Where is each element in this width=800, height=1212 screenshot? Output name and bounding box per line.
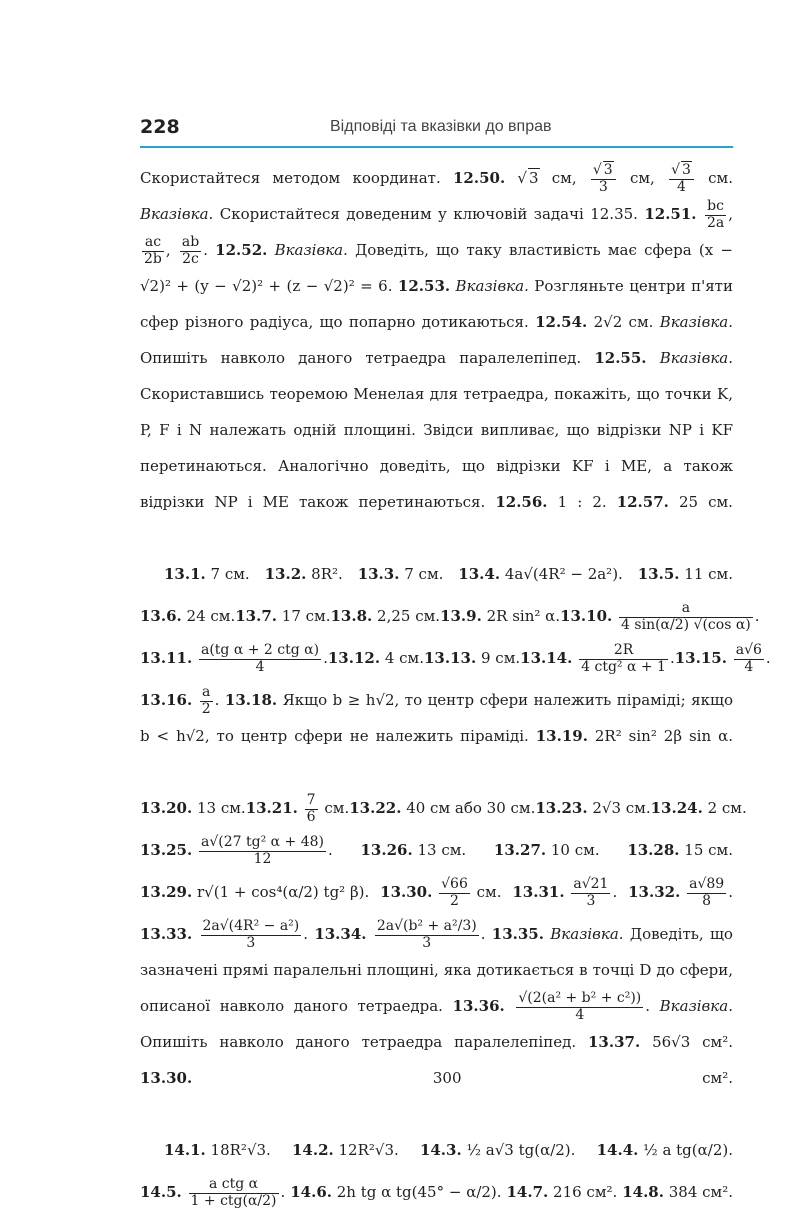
hint-label: Вказівка. bbox=[274, 241, 348, 259]
answer-number: 13.7. bbox=[235, 607, 278, 625]
answer-value: 17 см. bbox=[281, 607, 331, 625]
answer-number: 14.8. bbox=[622, 1183, 664, 1201]
text: Скориставшись теоремою Менелая для тетраедра, покажіть, що точки K, P, F і N належать одній площині. Звідси випливає, що відрізки NP і KF перетинаються. Аналогічно доведіть, що відрізки KF і ME, а також відрізки NP і ME також перетинаються. bbox=[140, 385, 733, 511]
answer-value: 25 см. bbox=[678, 493, 733, 511]
answer-value: 7 см. bbox=[210, 565, 250, 583]
answer-number: 13.12. bbox=[327, 649, 381, 667]
answer-number: 13.26. bbox=[360, 841, 413, 859]
fraction: $\frac{√ 3}{3}$ bbox=[591, 163, 616, 195]
answer-number: 14.1. bbox=[164, 1141, 206, 1159]
fraction: $\frac{\text{a(tg α + 2 ctg α)}}{4}$ bbox=[200, 642, 320, 675]
answer-value: 18R²√3. bbox=[210, 1141, 271, 1159]
answer-value: 15 см. bbox=[684, 841, 733, 859]
answer-number: 12.50. bbox=[452, 169, 506, 187]
text: Якщо b ≥ h√2, то центр сфери належить піраміді; якщо bbox=[282, 691, 733, 709]
answer-number: 13.37. bbox=[588, 1033, 641, 1051]
fraction: $\frac{a√21}{3}$ bbox=[573, 876, 609, 909]
answer-number: 13.10. bbox=[560, 607, 613, 625]
answer-value: 2,25 см. bbox=[377, 607, 441, 625]
answer-number: 14.2. bbox=[291, 1141, 334, 1159]
answer-number: 13.1. bbox=[164, 565, 206, 583]
math-expression: 2√2 см. bbox=[593, 313, 654, 331]
answer-number: 12.57. bbox=[616, 493, 669, 511]
answer-number: 13.20. bbox=[140, 799, 193, 817]
answer-number: 13.27. bbox=[493, 841, 547, 859]
answer-number: 13.3. bbox=[357, 565, 400, 583]
answer-number: 13.14. bbox=[520, 649, 573, 667]
unit: см. bbox=[324, 799, 350, 817]
unit: см, bbox=[629, 169, 655, 187]
hint-label: Вказівка. bbox=[455, 277, 529, 295]
answer-number: 13.30. bbox=[140, 1069, 193, 1087]
answer-value: 10 см. bbox=[550, 841, 600, 859]
answer-value: 4 см. bbox=[384, 649, 424, 667]
answers-row: 13.11. $\frac{\text{a(tg α + 2 ctg α)}}{4}$ . 13.12. 4 см. 13.13. 9 см. 13.14. $\frac{2R}{\text{4 ctg² α + 1}}$ . 13.15. $\frac{a√6}{4}$ . bbox=[140, 642, 771, 675]
answer-value: 13 см. bbox=[196, 799, 246, 817]
paragraph-12: Скористайтеся методом координат. 12.50. √ 3 см, $\frac{√ 3}{3}$ см, $\frac{√ 3}{4}$ см. Вказівка. Скористайтеся доведеним у ключовій задачі 12.35. 12.51. $\frac{bc}{2a}$ , $\frac{ac}{2b}$ , $\frac{ab}{2c}$ . 12.52. Вказівка. Доведіть, що таку властивість має сфера (x − √2)² + (y − √2)² + (z − √2)² = 6. 12.53. Вказівка. Розгляньте центри п'яти сфер різного радіуса, що попарно дотикаються. 12.54. 2√2 см. Вказівка. Опишіть навколо даного тетраедра паралелепіпед. 12.55. Вказівка. Скориставшись теоремою Менелая для тетраедра, покажіть, що точки K, P, F і N належать одній площині. Звідси випливає, що відрізки NP і KF перетинаються. Аналогічно доведіть, що відрізки KF і ME, а також відрізки NP і ME також перетинаються. 12.56. 1 : 2. 12.57. 25 см. bbox=[140, 162, 734, 511]
answer-number: 12.54. bbox=[535, 313, 588, 331]
answer-number: 14.6. bbox=[290, 1183, 332, 1201]
text: b < h√2, то центр сфери не належить піраміді. bbox=[140, 727, 529, 745]
fraction: $\frac{\text{a√(27 tg² α + 48)}}{12}$ bbox=[200, 834, 324, 867]
answer-number: 13.11. bbox=[140, 649, 193, 667]
fraction: $\frac{a√6}{4}$ bbox=[735, 642, 762, 675]
fraction: $\frac{a√89}{8}$ bbox=[689, 876, 725, 909]
answer-number: 13.25. bbox=[140, 841, 193, 859]
answer-value: 7 см. bbox=[404, 565, 444, 583]
answers-row: 14.5. $\frac{\text{a ctg α}}{\text{1 + ctg(α/2)}}$ . 14.6. 2h tg α tg(45° − α/2). 14.7. 216 см². 14.8. 384 см². bbox=[140, 1176, 733, 1209]
unit: см. bbox=[476, 883, 502, 901]
text: Доведіть, що зазначені прямі паралельні площині, яка дотикається в точці D до сфери, описаної навколо даного тетраедра. bbox=[140, 925, 733, 1015]
math-expression: ½ a√3 tg(α/2). bbox=[466, 1141, 576, 1159]
answer-value: 13 см. bbox=[417, 841, 467, 859]
unit: см, bbox=[551, 169, 577, 187]
fraction: $\frac{\text{2a√(4R² − a²)}}{3}$ bbox=[202, 918, 300, 951]
answer-number: 13.23. bbox=[535, 799, 588, 817]
answer-number: 14.3. bbox=[419, 1141, 462, 1159]
fraction: $\frac{\text{√(2(a² + b² + c²))}}{4}$ bbox=[518, 990, 642, 1023]
fraction: $\frac{a}{\text{4 sin(α/2) √(cos α)}}$ bbox=[621, 600, 751, 633]
text: Скористайтеся методом координат. bbox=[140, 169, 441, 187]
answer-value: 8R². bbox=[311, 565, 343, 583]
fraction: $\frac{\text{2a√(b² + a²/3)}}{3}$ bbox=[376, 918, 477, 951]
text: Доведіть, що таку властивість має сфера bbox=[355, 241, 692, 259]
fraction: $\frac{√ 3}{4}$ bbox=[669, 163, 694, 195]
answer-number: 13.22. bbox=[349, 799, 402, 817]
unit: см. bbox=[708, 169, 733, 187]
answer-number: 13.15. bbox=[674, 649, 727, 667]
hint-label: Вказівка. bbox=[550, 925, 624, 943]
fraction: $\frac{bc}{2a}$ bbox=[706, 198, 725, 231]
fraction: $\frac{\text{a ctg α}}{\text{1 + ctg(α/2)}}$ bbox=[190, 1176, 277, 1209]
paragraph-13-33: 13.33. $\frac{\text{2a√(4R² − a²)}}{3}$ . 13.34. $\frac{\text{2a√(b² + a²/3)}}{3}$ . 13.35. Вказівка. Доведіть, що зазначені прямі паралельні площині, яка дотикається в точці D до сфери, описаної навколо даного тетраедра. 13.36. $\frac{\text{√(2(a² + b² + c²))}}{4}$ . Вказівка. Опишіть навколо даного тетраедра паралелепіпед. 13.37. 56√3 см². 13.30. 300 см². bbox=[140, 918, 734, 1087]
answer-number: 12.56. bbox=[495, 493, 548, 511]
answer-value: 1 : 2. bbox=[557, 493, 607, 511]
answer-value: 56√3 см². bbox=[652, 1033, 734, 1051]
answer-value: 2 см. bbox=[707, 799, 747, 817]
answer-number: 13.13. bbox=[424, 649, 477, 667]
answer-number: 12.53. bbox=[397, 277, 451, 295]
answer-value: 11 см. bbox=[684, 565, 733, 583]
text: Скористайтеся доведеним у ключовій задачі 12.35. bbox=[219, 205, 638, 223]
math-expression: (x − √2)² + (y − √2)² + (z − √2)² = 6. bbox=[140, 241, 733, 295]
answer-value: 2R sin² α. bbox=[486, 607, 561, 625]
answers-row bbox=[140, 1132, 733, 1168]
radicand: 3 bbox=[528, 169, 539, 187]
answer-value: 300 см². bbox=[432, 1069, 733, 1087]
math-expression: 4a√(4R² − 2a²). bbox=[504, 565, 623, 583]
hint-label: Вказівка. bbox=[659, 313, 734, 331]
answer-number: 12.55. bbox=[594, 349, 647, 367]
answer-number: 13.6. bbox=[140, 607, 182, 625]
answer-value: 9 см. bbox=[480, 649, 521, 667]
text: Опишіть навколо даного тетраедра паралелепіпед. bbox=[140, 349, 582, 367]
answers-row bbox=[140, 790, 747, 826]
hint-label: Вказівка. bbox=[659, 997, 733, 1015]
answer-value: 12R²√3. bbox=[338, 1141, 399, 1159]
answer-number: 12.51. bbox=[644, 205, 697, 223]
page-number: 228 bbox=[140, 116, 180, 138]
answer-number: 13.29. bbox=[140, 883, 193, 901]
hint-label: Вказівка. bbox=[140, 205, 214, 223]
answers-row: 13.6. 24 см. 13.7. 17 см. 13.8. 2,25 см. 13.9. 2R sin² α. 13.10. $\frac{a}{\text{4 sin(α/2) √(cos α)}}$ . bbox=[140, 600, 760, 633]
answer-number: 13.5. bbox=[637, 565, 680, 583]
answer-number: 14.5. bbox=[140, 1183, 182, 1201]
answer-number: 13.18. bbox=[224, 691, 278, 709]
answer-number: 13.8. bbox=[330, 607, 373, 625]
fraction: $\frac{√66}{2}$ bbox=[441, 876, 468, 909]
answer-value: 2R² sin² 2β sin α. bbox=[594, 727, 733, 745]
math-expression: ½ a tg(α/2). bbox=[643, 1141, 733, 1159]
fraction: $\frac{7}{6}$ bbox=[306, 792, 316, 825]
answer-value: 40 см або 30 см. bbox=[406, 799, 536, 817]
answer-number: 13.36. bbox=[452, 997, 505, 1015]
math-expression: r√(1 + cos⁴(α/2) tg² β). bbox=[196, 883, 370, 901]
answer-number: 13.16. bbox=[140, 691, 193, 709]
answer-number: 13.9. bbox=[440, 607, 482, 625]
answer-number: 13.31. bbox=[512, 883, 565, 901]
text: Опишіть навколо даного тетраедра паралелепіпед. bbox=[140, 1033, 577, 1051]
text: Розгляньте центри п'яти сфер різного радіуса, що попарно дотикаються. bbox=[140, 277, 733, 331]
answer-number: 12.52. bbox=[215, 241, 268, 259]
answer-number: 13.30. bbox=[380, 883, 433, 901]
answer-number: 13.34. bbox=[314, 925, 367, 943]
answers-row bbox=[140, 556, 733, 592]
answers-row: 13.29. r√(1 + cos⁴(α/2) tg² β). 13.30. $\frac{√66}{2}$ см. 13.31. $\frac{a√21}{3}$ . 13.32. $\frac{a√89}{8}$ . bbox=[140, 876, 733, 909]
running-title: Відповіді та вказівки до вправ bbox=[330, 118, 552, 135]
answers-row: 13.25. $\frac{\text{a√(27 tg² α + 48)}}{12}$ . 13.26. 13 см. 13.27. 10 см. 13.28. 15 см. bbox=[140, 834, 733, 867]
page-header bbox=[140, 112, 733, 148]
answer-number: 13.32. bbox=[628, 883, 681, 901]
answer-number: 13.24. bbox=[650, 799, 703, 817]
answer-number: 14.7. bbox=[506, 1183, 549, 1201]
fraction: $\frac{ab}{2c}$ bbox=[181, 234, 200, 267]
answer-value: 24 см. bbox=[186, 607, 236, 625]
answer-number: 13.2. bbox=[264, 565, 307, 583]
answer-number: 13.19. bbox=[535, 727, 588, 745]
fraction: $\frac{a}{2}$ bbox=[201, 684, 211, 717]
answer-number: 13.21. bbox=[245, 799, 298, 817]
answer-number: 13.28. bbox=[627, 841, 680, 859]
answer-value: 2√3 см. bbox=[592, 799, 651, 817]
answer-value: 216 см². bbox=[553, 1183, 618, 1201]
answers-body bbox=[140, 160, 771, 1210]
answer-number: 13.33. bbox=[140, 925, 193, 943]
answer-number: 13.4. bbox=[458, 565, 501, 583]
answer-value: 2h tg α tg(45° − α/2). bbox=[336, 1183, 502, 1201]
answer-value: 384 см². bbox=[668, 1183, 733, 1201]
fraction: $\frac{2R}{\text{4 ctg² α + 1}}$ bbox=[581, 642, 666, 675]
paragraph-13-16: 13.16. $\frac{a}{2}$ . 13.18. Якщо b ≥ h√2, то центр сфери належить піраміді; якщо b < h√2, то центр сфери не належить піраміді. 13.19. 2R² sin² 2β sin α. bbox=[140, 684, 733, 745]
answer-number: 14.4. bbox=[596, 1141, 639, 1159]
fraction: $\frac{ac}{2b}$ bbox=[144, 234, 162, 267]
hint-label: Вказівка. bbox=[659, 349, 733, 367]
answer-number: 13.35. bbox=[491, 925, 544, 943]
